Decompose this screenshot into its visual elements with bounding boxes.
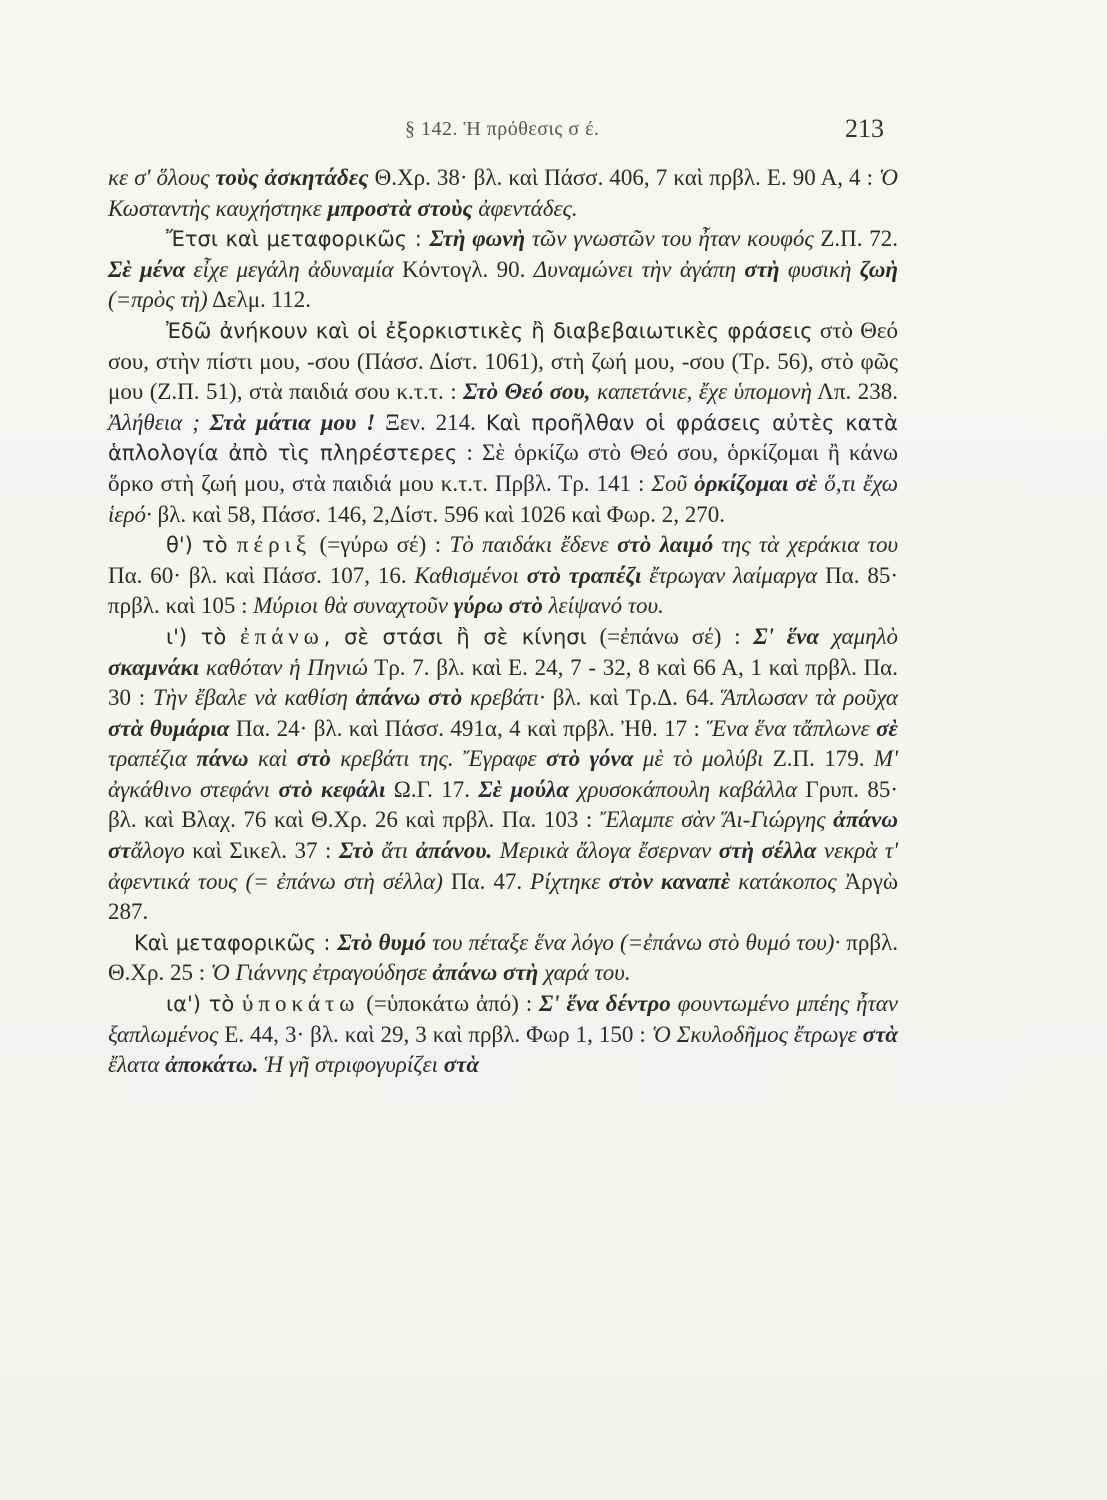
example-text: φουντωμένο μπέης ἦταν ξαπλωμένος [108, 991, 898, 1047]
emphasis-text: ἀπάνω στὸ [355, 685, 463, 711]
example-text: φυσικὴ [779, 256, 860, 282]
body-run: Κόντογλ. 90. [393, 256, 534, 282]
paragraph [108, 163, 898, 224]
example-text: ἔτρωγαν λαίμαργα [641, 562, 818, 588]
example-text: κε σ' ὅλους [108, 165, 216, 190]
emphasis-text: Σὲ μένα [108, 256, 186, 282]
body-run: Γρυπ. 85· βλ. καὶ Βλαχ. 76 καὶ Θ.Χρ. 26 καὶ πρβλ. Πα. 103 : [108, 776, 898, 833]
example-text: (=πρὸς τὴ) [108, 287, 208, 313]
body-run: Λπ. 238. [811, 379, 898, 405]
example-text: Μύριοι θὰ συναχτοῦν [253, 593, 454, 619]
example-text: Ὁ Σκυλοδῆμος ἔτρωγε [651, 1021, 863, 1047]
example-text: χαμηλὸ [819, 623, 898, 649]
example-text: τραπέζια [108, 746, 197, 772]
paragraph [108, 928, 898, 989]
emphasis-text: Στὸ θυμό [337, 929, 427, 955]
example-text: κατάκοπος [730, 868, 837, 894]
example-text: Ὁ Γιάννης ἐτραγούδησε [210, 960, 433, 986]
body-run: πέριξ [236, 532, 312, 558]
example-text: κρεβάτι· [462, 685, 546, 711]
body-run: ια') τὸ [166, 992, 243, 1017]
example-text: Ἔλαμπε σὰν Ἅι-Γιώργης [599, 807, 834, 833]
example-text: κρεβάτι της. Ἔγραφε [330, 746, 546, 772]
body-run: Πα. 24· βλ. καὶ Πάσσ. 491α, 4 καὶ πρβλ. Ἠθ. 17 : [229, 715, 707, 741]
example-text: Μ' ἀγκάθινο στεφάνι [108, 746, 898, 802]
emphasis-text: πάνω [196, 746, 249, 772]
emphasis-text: ἀπάνου. [415, 838, 493, 864]
body-run: Ἐδῶ ἀνήκουν καὶ οἱ ἐξορκιστικὲς ἢ διαβεβαιωτικὲς φράσεις [166, 318, 813, 343]
emphasis-text: στὸ λαιμό [617, 532, 714, 558]
example-text: λείψανό του. [542, 593, 664, 619]
example-text: καπετάνιε, ἔχε ὑπομονὴ [590, 379, 812, 405]
body-run: Ἔτσι καὶ μεταφορικῶς : [166, 227, 430, 252]
emphasis-text: στὴ σέλλα [718, 838, 817, 864]
body-run: θ') τὸ [166, 533, 237, 558]
body-run: Καὶ μεταφορικῶς : [134, 930, 338, 955]
body-run: Ω.Γ. 17. [385, 776, 479, 802]
example-text: τῶν γνωστῶν του ἦταν κουφός [525, 226, 814, 252]
example-text: Ἡ γῆ στριφογυρίζει [258, 1052, 444, 1078]
body-run: Θ.Χρ. 38· βλ. καὶ Πάσσ. 406, 7 καὶ πρβλ. Ε. 90 Α, 4 : [368, 165, 880, 190]
example-text: του πέταξε ἕνα λόγο (=ἐπάνω στὸ θυμό του)· [426, 929, 841, 955]
body-run: (=ὑποκάτω ἀπό) : [359, 991, 540, 1017]
emphasis-text: στὸ κεφάλι [278, 776, 386, 802]
emphasis-text: τοὺς ἀσκητάδες [215, 165, 369, 190]
example-text: της τὰ χεράκια του [713, 532, 899, 558]
example-text: Ἅπλωσαν τὰ ροῦχα [722, 685, 898, 711]
example-text: χαρά του. [538, 960, 631, 986]
example-text: Τὴν ἔβαλε νὰ καθίση [152, 685, 356, 711]
body-run: στὸ Θεό σου, στὴν πίστι μου, -σου (Πάσσ. Δίστ. 1061), στὴ ζωή μου, -σου (Τρ. 56), στὸ φῶς μου (Ζ.Π. 51), στὰ παιδιά σου κ.τ.τ. : [108, 317, 898, 405]
paragraph [108, 622, 898, 928]
body-run: καὶ Σικελ. 37 : [184, 838, 339, 864]
example-text: Ἀλήθεια ; [108, 409, 210, 435]
body-run: , σὲ στάσι ἢ σὲ κίνησι [323, 624, 587, 649]
body-run: πρβλ. Θ.Χρ. 25 : [108, 929, 898, 986]
emphasis-text: Σὲ μούλα [478, 776, 569, 802]
example-text: Ὁ Κωσταντὴς καυχήστηκε [108, 165, 899, 221]
body-run: Πα. 60· βλ. καὶ Πάσσ. 107, 16. [108, 562, 415, 588]
page-header [0, 112, 1107, 152]
emphasis-text: ἀπάνω στὴ [432, 960, 539, 986]
example-text: ἔλατα [108, 1052, 166, 1078]
example-text: Δυναμώνει τὴν ἀγάπη [533, 256, 745, 282]
example-text: ἀφεντάδες. [472, 195, 578, 221]
body-run: ὑποκάτω [242, 991, 360, 1017]
paragraph [108, 224, 898, 316]
example-text: καὶ [248, 746, 297, 772]
emphasis-text: στὸν καναπὲ [608, 868, 731, 894]
example-text: καθόταν ἡ Πηνιώ [199, 654, 368, 680]
body-run: Δελμ. 112. [207, 287, 311, 313]
example-text: Τὸ παιδάκι ἔδενε [449, 532, 618, 558]
body-run: Ἀργὼ 287. [108, 868, 899, 925]
emphasis-text: ζωὴ [859, 256, 898, 282]
example-text: Ἕνα ἕνα τἄπλωνε [706, 715, 877, 741]
emphasis-text: ἀπάνω στ [108, 807, 898, 864]
example-text: μὲ τὸ μολύβι [633, 746, 764, 772]
example-text: Ρίχτηκε [530, 868, 609, 894]
body-run: Τρ. 7. βλ. καὶ Ε. 24, 7 - 32, 8 καὶ 66 Α, 1 καὶ πρβλ. Πα. 30 : [108, 654, 898, 711]
emphasis-text: στὰ [443, 1052, 480, 1078]
example-text: Σοῦ [651, 470, 695, 496]
emphasis-text: σκαμνάκι [108, 654, 200, 680]
emphasis-text: γύρω στὸ [453, 593, 543, 619]
emphasis-text: ὁρκίζομαι σὲ [694, 470, 818, 496]
emphasis-text: στὴ [744, 256, 780, 282]
body-run: Ε. 44, 3· βλ. καὶ 29, 3 καὶ πρβλ. Φωρ 1, 150 : [218, 1021, 652, 1047]
emphasis-text: στὰ θυμάρια [108, 715, 230, 741]
emphasis-text: σὲ [876, 715, 898, 741]
emphasis-text: Σ' ἕνα [753, 623, 820, 649]
paragraph [108, 530, 898, 622]
emphasis-text: στὰ [862, 1021, 899, 1047]
emphasis-text: στὸ τραπέζι [526, 562, 642, 588]
paragraph [108, 989, 898, 1081]
emphasis-text: ἀποκάτω. [165, 1052, 259, 1078]
body-run: Πα. 47. [442, 868, 531, 894]
example-text: εἶχε μεγάλη ἀδυναμία [185, 256, 394, 282]
example-text: Μερικὰ ἄλογα ἔσερναν [492, 838, 719, 864]
emphasis-text: Στὰ μάτια μου ! [209, 409, 376, 435]
body-run: Καὶ προῆλθαν οἱ φράσεις αὐτὲς κατὰ ἁπλολογία ἀπὸ τὶς πληρέστερες [108, 410, 898, 466]
body-run: ι') τὸ [166, 624, 240, 649]
emphasis-text: Σ' ἕνα δέντρο [539, 991, 671, 1017]
example-text: νεκρὰ τ' ἀφεντικά τους (= ἐπάνω στὴ σέλλα) [108, 838, 899, 894]
emphasis-text: στὸ γόνα [546, 746, 634, 772]
example-text: ἄτι [373, 838, 416, 864]
example-text: ὅ,τι ἔχω ἱερό· [108, 470, 898, 527]
body-run: (=γύρω σέ) : [311, 532, 450, 558]
body-run: ἐπάνω [239, 623, 324, 649]
body-run: Ξεν. 214. [375, 409, 486, 435]
body-run: Ζ.Π. 179. [763, 746, 874, 772]
emphasis-text: Στὴ φωνὴ [429, 226, 526, 252]
example-text: ἄλογο [130, 838, 185, 864]
example-text: Καθισμένοι [414, 562, 527, 588]
body-run: : Σὲ ὁρκίζω στὸ Θεό σου, ὁρκίζομαι ἢ κάνω ὅρκο στὴ ζωή μου, στὰ παιδιά μου κ.τ.τ. Πρβλ. Τρ. 141 : [108, 440, 898, 496]
page-number: 213 [845, 114, 884, 143]
emphasis-text: Στὸ Θεό σου, [463, 379, 591, 405]
emphasis-text: μπροστὰ στοὺς [327, 195, 473, 221]
paragraph [108, 316, 898, 530]
body-run: (=ἐπάνω σέ) : [586, 623, 754, 649]
body-text [108, 163, 898, 1081]
emphasis-text: στὸ [296, 746, 331, 772]
running-head: § 142. Ἡ πρόθεσις σ έ. [405, 118, 600, 140]
body-run: Πα. 85· πρβλ. καὶ 105 : [108, 562, 898, 619]
body-run: βλ. καὶ Τρ.Δ. 64. [545, 685, 723, 711]
body-run: Ζ.Π. 72. [813, 226, 898, 252]
example-text: χρυσοκάπουλη καβάλλα [568, 776, 798, 802]
body-run: βλ. καὶ 58, Πάσσ. 146, 2,Δίστ. 596 καὶ 1026 καὶ Φωρ. 2, 270. [151, 501, 725, 527]
emphasis-text: Στὸ [338, 838, 374, 864]
